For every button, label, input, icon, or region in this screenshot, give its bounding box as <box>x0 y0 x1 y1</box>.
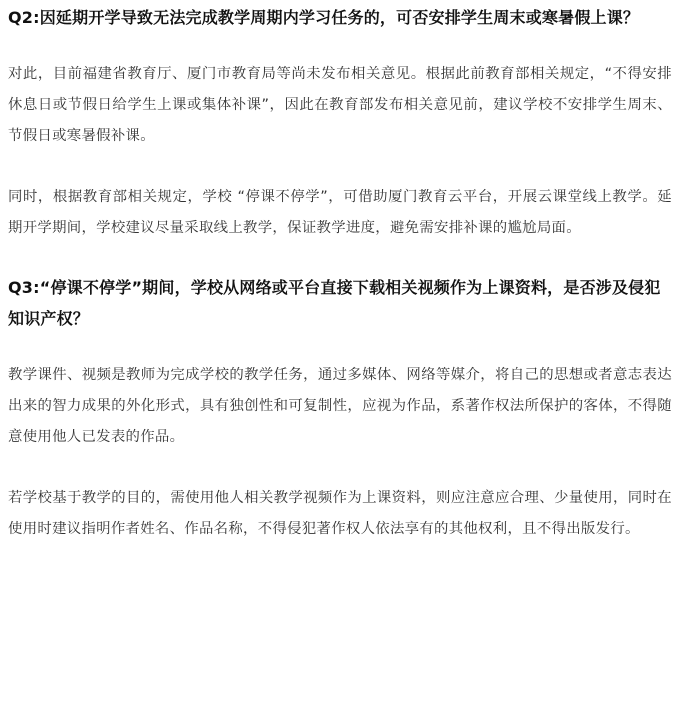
spacer <box>8 453 672 483</box>
question-q3: Q3:“停课不停学”期间，学校从网络或平台直接下载相关视频作为上课资料，是否涉及侵犯知识产权？ <box>8 278 661 328</box>
spacer <box>8 334 672 360</box>
answer-q3-paragraph-1: 教学课件、视频是教师为完成学校的教学任务，通过多媒体、网络等媒介，将自己的思想或者意志表达出来的智力成果的外化形式，具有独创性和可复制性，应视为作品，系著作权法所保护的客体，不得随意使用他人已发表的作品。 <box>8 367 672 445</box>
answer-q2-paragraph-1: 对此，目前福建省教育厅、厦门市教育局等尚未发布相关意见。根据此前教育部相关规定，“不得安排休息日或节假日给学生上课或集体补课”，因此在教育部发布相关意见前，建议学校不安排学生周末、节假日或寒暑假补课。 <box>8 66 672 144</box>
spacer <box>8 152 672 182</box>
answer-q2-paragraph-2: 同时，根据教育部相关规定，学校 “停课不停学”，可借助厦门教育云平台，开展云课堂线上教学。延期开学期间，学校建议尽量采取线上教学，保证教学进度，避免需安排补课的尴尬局面。 <box>8 189 672 236</box>
spacer <box>8 244 672 272</box>
question-q2: Q2:因延期开学导致无法完成教学周期内学习任务的，可否安排学生周末或寒暑假上课？ <box>8 8 640 27</box>
answer-q3-paragraph-2: 若学校基于教学的目的，需使用他人相关教学视频作为上课资料，则应注意应合理、少量使用，同时在使用时建议指明作者姓名、作品名称，不得侵犯著作权人依法享有的其他权利，且不得出版发行。 <box>8 490 672 537</box>
spacer <box>8 33 672 59</box>
